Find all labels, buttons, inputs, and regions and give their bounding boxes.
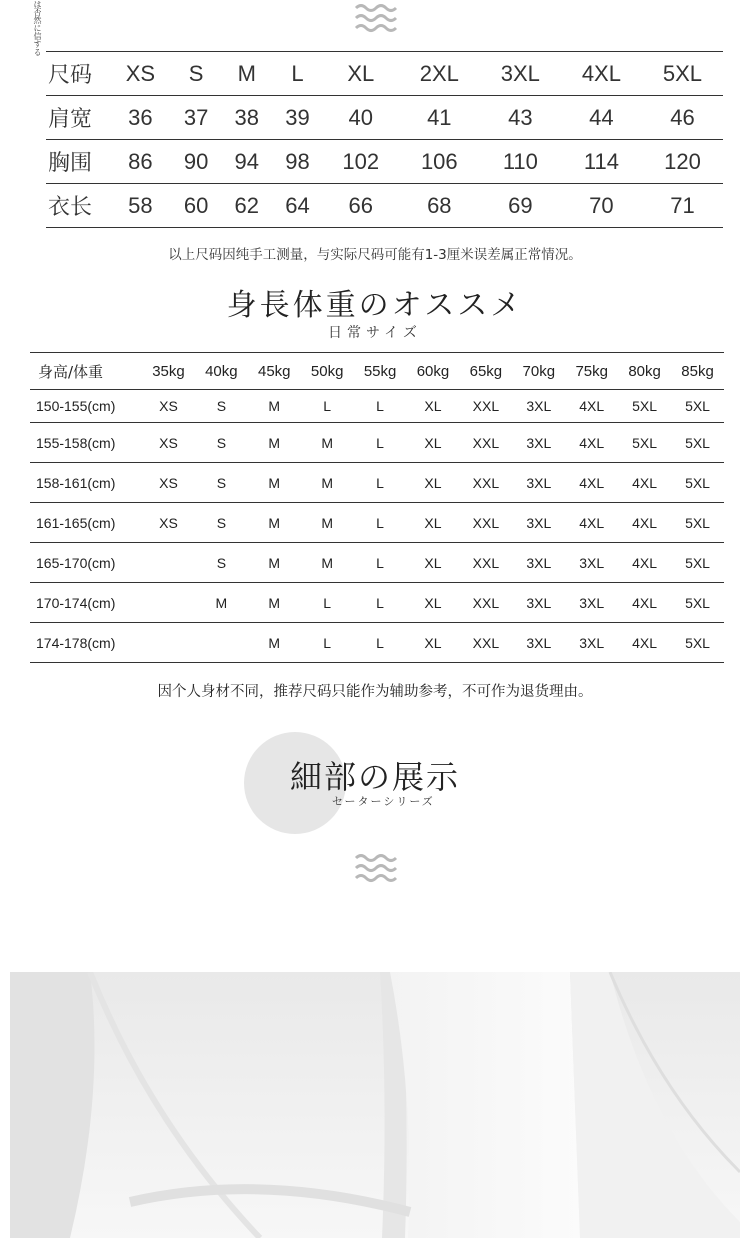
recommend-subtitle: 日常サイズ [328,325,422,341]
height-range-label: 170-174(cm) [30,583,142,623]
recommend-size-cell: 3XL [512,423,565,463]
size-cell: 58 [110,184,171,228]
size-cell: 90 [171,140,222,184]
recommend-size-cell: XL [407,463,460,503]
size-cell: 43 [480,96,561,140]
weight-header-cell: 35kg [142,353,195,390]
size-cell: 3XL [480,52,561,96]
size-cell: 2XL [399,52,480,96]
size-cell: 41 [399,96,480,140]
recommend-size-cell: XS [142,390,195,423]
recommend-size-cell: 4XL [618,503,671,543]
height-range-label: 174-178(cm) [30,623,142,663]
size-cell: 64 [272,184,323,228]
size-row [46,184,723,228]
recommend-size-cell: 4XL [565,463,618,503]
recommend-size-cell: 5XL [671,583,724,623]
recommend-size-cell: M [301,543,354,583]
recommend-size-cell: M [301,463,354,503]
recommend-size-cell: 3XL [512,543,565,583]
recommend-size-cell: S [195,463,248,503]
weight-header-cell: 85kg [671,353,724,390]
recommend-size-cell: XS [142,463,195,503]
recommend-size-cell: 5XL [618,423,671,463]
recommend-size-cell: L [354,583,407,623]
recommend-title: 身長体重のオススメ [226,288,524,323]
size-cell: 66 [323,184,399,228]
recommend-size-cell: 3XL [512,390,565,423]
recommend-size-cell: S [195,503,248,543]
weight-header-cell: 55kg [354,353,407,390]
height-range-label: 150-155(cm) [30,390,142,423]
weight-header-cell: 65kg [459,353,512,390]
recommend-size-cell: M [248,423,301,463]
weight-header-cell: 60kg [407,353,460,390]
recommend-size-cell: 5XL [671,390,724,423]
recommend-size-cell: 3XL [512,623,565,663]
recommend-size-cell: XXL [459,503,512,543]
size-cell: 4XL [561,52,642,96]
recommend-header-label: 身高/体重 [30,353,142,390]
recommend-size-cell: XL [407,390,460,423]
size-row [46,96,723,140]
recommend-size-cell [142,543,195,583]
wave-divider-icon [352,0,400,40]
detail-title: 細部の展示 [290,758,461,796]
recommend-size-cell: 3XL [512,583,565,623]
size-cell: 38 [221,96,272,140]
height-range-label: 158-161(cm) [30,463,142,503]
recommend-size-cell [142,583,195,623]
recommend-size-cell: M [248,390,301,423]
recommend-size-cell: M [248,503,301,543]
recommend-size-cell: L [354,543,407,583]
height-range-label: 155-158(cm) [30,423,142,463]
recommend-size-cell: L [301,583,354,623]
size-cell: 70 [561,184,642,228]
recommend-row [30,543,724,583]
height-weight-recommend-table [30,352,724,663]
size-cell: 94 [221,140,272,184]
recommend-size-cell: 5XL [671,423,724,463]
recommend-size-cell: XXL [459,543,512,583]
size-row-label: 胸围 [46,140,110,184]
size-row-label: 尺码 [46,52,110,96]
recommend-size-cell: L [354,503,407,543]
recommend-row [30,623,724,663]
size-cell: 86 [110,140,171,184]
shirt-fabric-image [10,972,740,1238]
size-cell: L [272,52,323,96]
recommend-row [30,423,724,463]
size-row [46,140,723,184]
recommend-size-cell [142,623,195,663]
recommend-size-cell: M [195,583,248,623]
size-cell: 68 [399,184,480,228]
wave-divider-icon [352,850,400,890]
size-cell: 5XL [642,52,723,96]
size-cell: M [221,52,272,96]
recommend-size-cell: XL [407,623,460,663]
recommend-size-cell [195,623,248,663]
recommend-size-cell: S [195,423,248,463]
weight-header-cell: 80kg [618,353,671,390]
recommend-size-cell: XXL [459,623,512,663]
recommend-size-cell: S [195,390,248,423]
recommend-size-cell: L [354,390,407,423]
shirt-detail-photo [10,972,740,1238]
recommend-size-cell: XXL [459,583,512,623]
size-cell: S [171,52,222,96]
size-cell: 39 [272,96,323,140]
recommend-size-cell: XL [407,583,460,623]
weight-header-cell: 50kg [301,353,354,390]
recommend-size-cell: 4XL [618,623,671,663]
weight-header-cell: 45kg [248,353,301,390]
recommend-size-cell: XL [407,503,460,543]
detail-subtitle: セーターシリーズ [332,795,435,808]
size-cell: 60 [171,184,222,228]
size-cell: 69 [480,184,561,228]
size-cell: 36 [110,96,171,140]
recommend-size-cell: 4XL [618,543,671,583]
recommend-size-cell: 3XL [565,543,618,583]
size-cell: 98 [272,140,323,184]
recommend-size-cell: L [301,623,354,663]
size-cell: 106 [399,140,480,184]
size-cell: 110 [480,140,561,184]
size-row-label: 衣长 [46,184,110,228]
recommend-size-cell: 3XL [512,503,565,543]
recommend-size-cell: 3XL [565,623,618,663]
recommend-size-cell: L [301,390,354,423]
recommend-size-cell: L [354,463,407,503]
size-cell: XL [323,52,399,96]
recommend-size-cell: M [248,583,301,623]
side-vertical-note: は否然に信する [33,0,42,56]
recommend-size-cell: 3XL [565,583,618,623]
recommend-size-cell: M [248,543,301,583]
recommend-size-cell: M [301,423,354,463]
size-cell: 46 [642,96,723,140]
recommend-size-cell: XXL [459,463,512,503]
recommend-size-cell: XS [142,503,195,543]
size-cell: 40 [323,96,399,140]
size-cell: 120 [642,140,723,184]
recommend-size-cell: 4XL [565,503,618,543]
recommend-row [30,463,724,503]
recommend-size-cell: S [195,543,248,583]
recommend-size-cell: M [301,503,354,543]
recommend-size-cell: XS [142,423,195,463]
height-range-label: 161-165(cm) [30,503,142,543]
weight-header-cell: 70kg [512,353,565,390]
recommend-size-cell: 3XL [512,463,565,503]
size-header-row [46,52,723,96]
size-cell: 102 [323,140,399,184]
weight-header-cell: 75kg [565,353,618,390]
recommend-size-cell: 5XL [618,390,671,423]
size-chart-table [46,51,723,228]
recommend-size-cell: 5XL [671,543,724,583]
recommend-size-cell: 4XL [565,423,618,463]
recommend-size-cell: 5XL [671,463,724,503]
recommend-size-cell: 5XL [671,503,724,543]
recommend-size-cell: L [354,623,407,663]
recommend-size-cell: XL [407,543,460,583]
size-row-label: 肩宽 [46,96,110,140]
recommend-size-cell: 4XL [565,390,618,423]
weight-header-cell: 40kg [195,353,248,390]
recommend-row [30,583,724,623]
size-measure-note: 以上尺码因纯手工测量，与实际尺码可能有1-3厘米误差属正常情况。 [168,247,582,263]
size-cell: 37 [171,96,222,140]
recommend-size-cell: XXL [459,423,512,463]
size-cell: XS [110,52,171,96]
size-cell: 71 [642,184,723,228]
recommend-size-cell: L [354,423,407,463]
recommend-size-cell: 4XL [618,463,671,503]
size-cell: 114 [561,140,642,184]
recommend-size-cell: XL [407,423,460,463]
recommend-size-cell: M [248,463,301,503]
recommend-size-cell: XXL [459,390,512,423]
recommend-row [30,390,724,423]
recommend-size-cell: 5XL [671,623,724,663]
height-range-label: 165-170(cm) [30,543,142,583]
size-cell: 44 [561,96,642,140]
recommend-size-cell: M [248,623,301,663]
recommend-row [30,503,724,543]
recommend-size-cell: 4XL [618,583,671,623]
recommend-disclaimer: 因个人身材不同，推荐尺码只能作为辅助参考，不可作为退货理由。 [157,684,593,700]
size-cell: 62 [221,184,272,228]
